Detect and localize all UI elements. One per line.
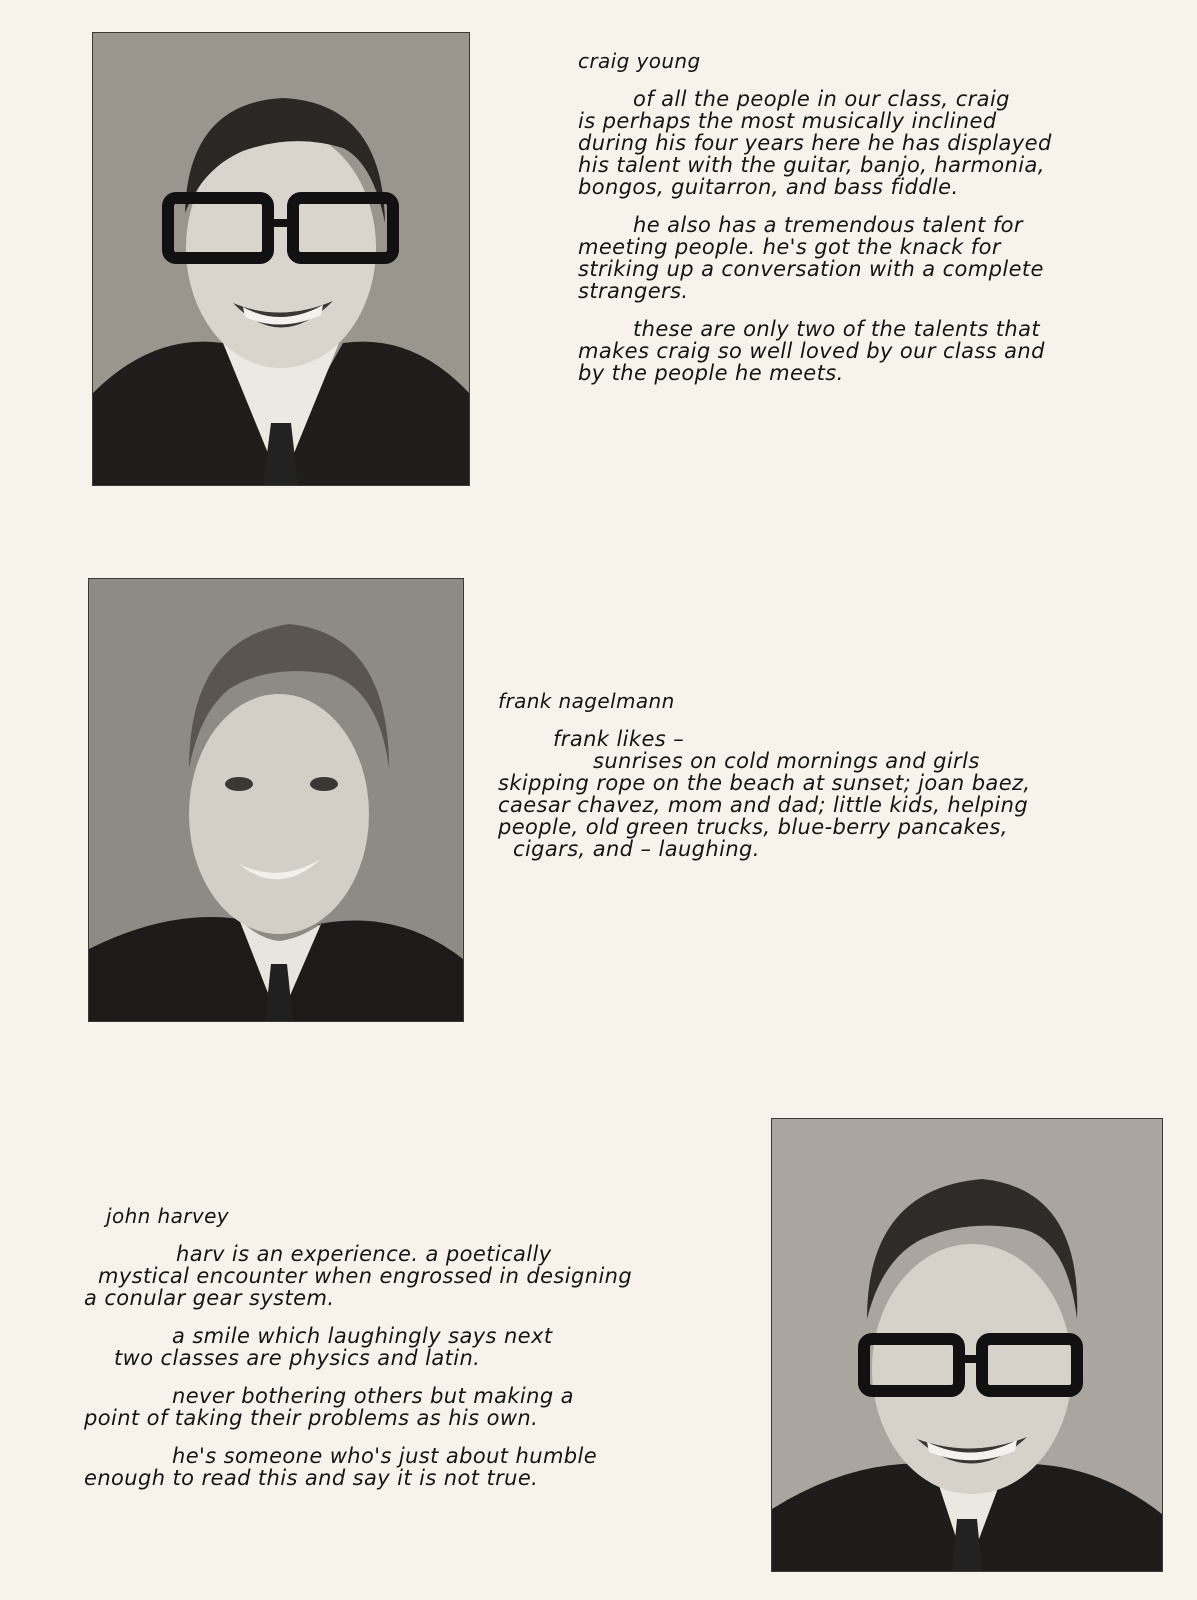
bio-paragraph <box>578 88 1178 198</box>
bio-line: a conular gear system. <box>84 1286 335 1310</box>
bio-line: a smile which laughingly says next <box>172 1324 553 1348</box>
bio-line: is perhaps the most musically inclined <box>578 109 997 133</box>
entry-john-harvey <box>84 1205 744 1505</box>
bio-line: point of taking their problems as his own. <box>84 1406 539 1430</box>
portrait-photo-craig <box>92 32 470 486</box>
bio-line: his talent with the guitar, banjo, harmonia, <box>578 153 1045 177</box>
bio-line: frank likes – <box>553 727 685 751</box>
bio-line: skipping rope on the beach at sunset; joan baez, <box>498 771 1031 795</box>
bio-line: by the people he meets. <box>578 361 844 385</box>
bio-paragraph <box>84 1243 744 1309</box>
bio-line: never bothering others but making a <box>172 1384 574 1408</box>
student-name: frank nagelmann <box>498 689 675 713</box>
bio-line: strangers. <box>578 279 689 303</box>
bio-line: harv is an experience. a poetically <box>176 1242 552 1266</box>
bio-line: he also has a tremendous talent for <box>633 213 1023 237</box>
portrait-photo-frank <box>88 578 464 1022</box>
bio-line: of all the people in our class, craig <box>633 87 1010 111</box>
bio-line: people, old green trucks, blue-berry pancakes, <box>498 815 1008 839</box>
bio-line: cigars, and – laughing. <box>513 837 760 861</box>
bio-line: meeting people. he's got the knack for <box>578 235 1001 259</box>
bio-line: these are only two of the talents that <box>633 317 1041 341</box>
bio-line: he's someone who's just about humble <box>172 1444 598 1468</box>
bio-paragraph <box>84 1445 744 1489</box>
bio-line: two classes are physics and latin. <box>114 1346 481 1370</box>
bio-line: during his four years here he has displayed <box>578 131 1052 155</box>
bio-line: enough to read this and say it is not true. <box>84 1466 539 1490</box>
student-name: john harvey <box>106 1204 230 1228</box>
bio-line: makes craig so well loved by our class and <box>578 339 1045 363</box>
student-name: craig young <box>578 49 701 73</box>
bio-line: striking up a conversation with a complete <box>578 257 1044 281</box>
bio-paragraph <box>498 728 1158 860</box>
portrait-photo-john <box>771 1118 1163 1572</box>
entry-frank-nagelmann <box>498 690 1158 876</box>
bio-paragraph <box>84 1325 744 1369</box>
bio-line: mystical encounter when engrossed in designing <box>98 1264 633 1288</box>
entry-craig-young <box>578 50 1178 400</box>
bio-paragraph <box>84 1385 744 1429</box>
bio-paragraph <box>578 214 1178 302</box>
bio-line: sunrises on cold mornings and girls <box>593 749 980 773</box>
bio-line: bongos, guitarron, and bass fiddle. <box>578 175 959 199</box>
bio-line: caesar chavez, mom and dad; little kids, helping <box>498 793 1029 817</box>
bio-paragraph <box>578 318 1178 384</box>
